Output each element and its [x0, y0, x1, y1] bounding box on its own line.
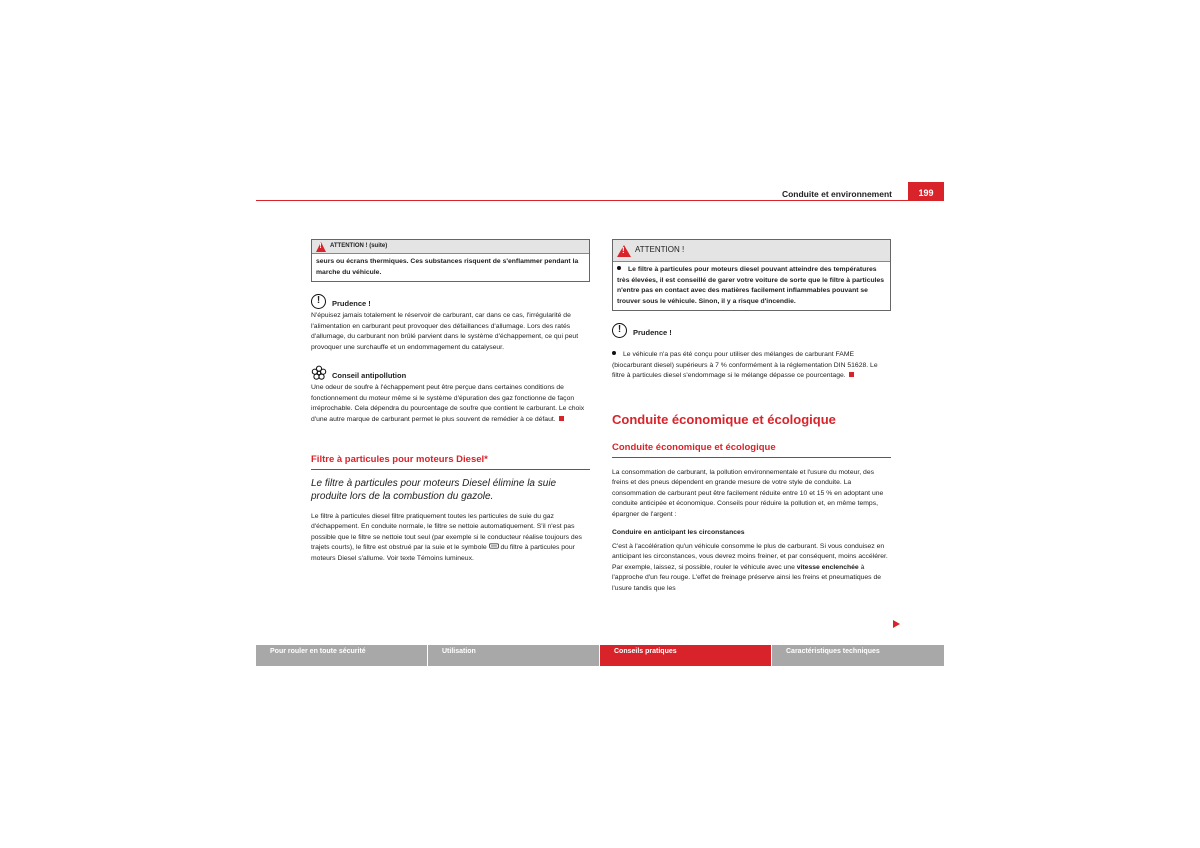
section-heading-rule [311, 469, 590, 470]
warning-box-title: ATTENTION ! (suite) [330, 243, 388, 250]
caution-text: Le véhicule n'a pas été conçu pour utiliser des mélanges de carburant FAME (biocarburant diesel) supérieurs à 7 % conformément à la réglementation DIN 51628. Le filtre à particules diesel s'endommage si le mélange dépasse ce pourcentage. [612, 351, 878, 379]
warning-box-continued [311, 239, 590, 282]
end-of-section-square-icon [559, 416, 564, 421]
end-of-section-square-icon [849, 372, 854, 377]
caution-heading [612, 323, 891, 338]
chapter-heading: Conduite économique et écologique [612, 411, 836, 427]
caution-circle-icon: ! [311, 294, 326, 309]
section-body-text-2: du filtre à particules pour moteurs Diesel s'allume. Voir texte Témoins lumineux. [311, 544, 575, 562]
body-text-2: à l'approche d'un feu rouge. L'effet de freinage préserve ainsi les freins et pneumatiques de l'usure tandis que les [612, 563, 882, 592]
body-text-bold: vitesse enclenchée [796, 563, 859, 571]
warning-triangle-icon [617, 245, 631, 257]
eco-tip-text: Une odeur de soufre à l'échappement peut être perçue dans certaines conditions de fonctionnement du moteur même si le système d'épuration des gaz fonctionne de façon irréprochable. Cela dépendra du pourcentage de soufre que contient le carburant. Le choix d'une autre marque de carburant permet le plus souvent de remédier à ce défaut. [311, 384, 585, 423]
eco-tip-body [311, 383, 590, 425]
warning-box-body: seurs ou écrans thermiques. Ces substances risquent de s'enflammer pendant la marche du véhicule. [316, 258, 579, 276]
body-paragraph [612, 542, 891, 595]
footer-tab-practical-tips[interactable]: Conseils pratiques [600, 645, 771, 666]
warning-box-title: ATTENTION ! [635, 245, 685, 255]
caution-body [612, 350, 891, 382]
page-number: 199 [908, 182, 944, 200]
warning-triangle-icon [316, 242, 326, 252]
bullet-icon [612, 351, 616, 355]
bullet-icon [617, 266, 621, 270]
footer-tab-operation[interactable]: Utilisation [428, 645, 599, 666]
caution-note [612, 323, 891, 382]
running-header-title: Conduite et environnement [781, 189, 892, 199]
right-column [612, 239, 891, 594]
eco-tip-title: Conseil antipollution [332, 370, 407, 380]
section-intro: Le filtre à particules pour moteurs Diesel élimine la suie produite lors de la combustion du gazole. [311, 477, 557, 502]
flower-icon [311, 365, 327, 381]
warning-box-header [312, 240, 589, 254]
sub-heading: Conduite économique et écologique [612, 442, 776, 453]
header-rule [256, 200, 944, 202]
eco-tip-note [311, 365, 590, 425]
next-page-arrow-icon [893, 620, 900, 628]
warning-box [612, 239, 891, 311]
warning-box-text: Le filtre à particules pour moteurs diesel pouvant atteindre des températures très élevées, il est conseillé de garer votre voiture de sorte que le filtre à particules n'entre pas en contact avec des matières facilement inflammables pouvant se trouver sous le véhicule. Sinon, il y a risque d'incendie. [617, 266, 885, 305]
sub-heading-rule [612, 457, 891, 458]
section-body [311, 512, 590, 565]
body-text-1: C'est à l'accélération qu'un véhicule consomme le plus de carburant. Si vous conduisez en anticipant les circonstances, vous devrez moins freiner, et par conséquent, moins accélérer. Par exemple, laissez, si possible, rouler le véhicule avec une [612, 542, 888, 571]
footer-tab-technical-data[interactable]: Caractéristiques techniques [772, 645, 944, 666]
caution-title: Prudence ! [332, 298, 371, 308]
eco-tip-heading [311, 365, 590, 381]
caution-note [311, 294, 590, 353]
warning-box-header [613, 240, 890, 262]
section-heading: Filtre à particules pour moteurs Diesel* [311, 454, 488, 465]
particle-filter-symbol-icon [489, 543, 499, 549]
caution-circle-icon: ! [612, 323, 627, 338]
section-body-text-1: Le filtre à particules diesel filtre pratiquement toutes les particules de suie du gaz d'échappement. En conduite normale, le filtre se nettoie automatiquement. S'il n'est pas possible que le filtre se nettoie tout seul (par exemple si le conducteur réalise toujours des trajets courts), le filtre est obstrué par la suie et le symbole [311, 512, 582, 551]
warning-box-body [613, 262, 890, 310]
section-particle-filter [311, 455, 590, 564]
left-column [311, 239, 590, 564]
caution-body: N'épuisez jamais totalement le réservoir de carburant, car dans ce cas, l'irrégularité de l'alimentation en carburant peut provoquer des défaillances d'allumage. Lors des ratés d'allumage, du carburant non brûlé parvient dans le système d'échappement, ce qui peut provoquer une surchauffe et un endommagement du catalyseur. [311, 312, 579, 351]
small-heading: Conduire en anticipant les circonstances [612, 529, 745, 536]
caution-heading [311, 294, 590, 309]
intro-paragraph: La consommation de carburant, la pollution environnementale et l'usure du moteur, des freins et des pneus dépendent en grande mesure de votre style de conduite. La consommation de carburant peut être facilement réduite entre 10 et 15 % en adoptant une conduite anticipée et économique. Conseils pour réduire la pollution et, en même temps, épargner de l'argent : [612, 468, 884, 518]
caution-title: Prudence ! [633, 327, 672, 337]
footer-tab-safety[interactable]: Pour rouler en toute sécurité [256, 645, 427, 666]
